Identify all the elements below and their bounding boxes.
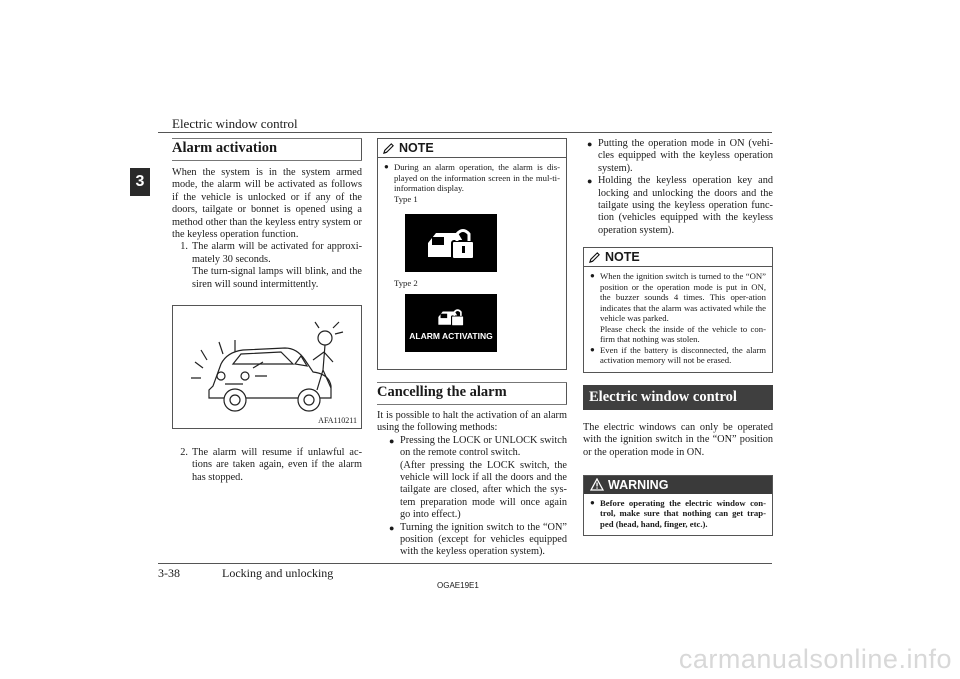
chapter-tab: 3 — [130, 168, 150, 196]
cancel-method-2: ● Turning the ignition switch to the “ON” position (except for vehicles equipped with the keyless operation system). — [389, 521, 567, 558]
alarm-illustration — [172, 305, 362, 429]
step-2 — [172, 447, 362, 484]
figure-label: AFA110211 — [318, 416, 357, 426]
car-padlock-small-icon — [436, 306, 466, 328]
step-subtext: The turn-signal lamps will blink, and the siren will sound intermittently. — [192, 266, 362, 290]
note-bullet: ● During an alarm operation, the alarm is dis-played on the information screen in the mul-ti-information display. Type 1 — [384, 162, 560, 204]
cancel-method-1: ● Pressing the LOCK or UNLOCK switch on the remote control switch. (After pressing the LOCK switch, the vehicle will lock if all the doors and the tailgate are closed, after which the sys-tem preparation mode will once again go into effect.) — [389, 434, 567, 521]
step-number: 1. — [180, 241, 188, 253]
type-2-label: Type 2 — [394, 278, 418, 288]
note-heading: NOTE — [378, 139, 566, 158]
bullet-icon: ● — [590, 344, 595, 354]
page-number: 3-38 — [158, 566, 180, 580]
section-title-alarm-activation: Alarm activation — [172, 138, 362, 161]
section-title-electric-window: Electric window control — [583, 385, 773, 410]
bullet-icon: ● — [389, 435, 395, 446]
note-box-display — [377, 138, 567, 370]
running-header: Electric window control — [172, 116, 298, 131]
type-2-display — [405, 294, 497, 352]
bullet-icon: ● — [590, 271, 595, 281]
bullet-icon: ● — [384, 162, 389, 171]
bullet-icon: ● — [590, 497, 595, 507]
note-bullet: ● Even if the battery is disconnected, the alarm activation memory will not be erased. — [590, 344, 766, 366]
header-rule — [158, 132, 772, 133]
bullet-icon: ● — [587, 139, 593, 149]
bullet-icon: ● — [587, 176, 593, 187]
step-text: The alarm will be activated for approxi-mately 30 seconds. — [192, 241, 362, 265]
bullet-icon: ● — [389, 522, 395, 533]
cancel-method-4: ● Holding the keyless operation key and locking and unlocking the doors and the tailgate using the keyless operation func-tion (vehicles equipped with the keyless operation system). — [587, 175, 773, 236]
step-number: 2. — [180, 447, 188, 459]
cancel-method-3: ● Putting the operation mode in ON (vehi-cles equipped with the keyless operation system). — [587, 138, 773, 174]
note-pencil-icon — [588, 251, 601, 264]
electric-window-intro: The electric windows can only be operated with the ignition switch in the “ON” position or the operation mode in ON. — [583, 421, 773, 458]
alarm-activation-intro: When the system is in the system armed mode, the alarm will be activated as follows if the vehicle is unlocked or if any of the doors, tailgate or bonnet is opened using a method other than the keyless entry system or the keyless operation function. — [172, 167, 362, 241]
step-1 — [172, 241, 362, 291]
document-code: OGAE19E1 — [437, 581, 479, 590]
type-1-display — [405, 214, 497, 272]
type-1-label: Type 1 — [394, 193, 418, 204]
watermark: carmanualsonline.info — [678, 644, 952, 674]
footer-section: Locking and unlocking — [222, 566, 334, 580]
note-pencil-icon — [382, 142, 395, 155]
car-padlock-icon — [424, 223, 478, 263]
warning-bullet: ● Before operating the electric window con-trol, make sure that nothing can get trap-ped (head, hand, finger, etc.). — [590, 497, 766, 529]
cancelling-intro: It is possible to halt the activation of an alarm using the following methods: — [377, 410, 567, 434]
step-text: The alarm will resume if unlawful ac-tions are taken again, even if the alarm has stopped. — [192, 447, 362, 483]
section-title-cancelling: Cancelling the alarm — [377, 382, 567, 405]
note-box-alarm-memory — [583, 247, 773, 373]
column-1 — [172, 138, 362, 484]
column-2 — [377, 138, 567, 559]
car-alarm-illustration-icon — [173, 306, 361, 428]
note-bullet: ● When the ignition switch is turned to the “ON” position or the operation mode is put in ON, the buzzer sounds 4 times. This oper-ation indicates that the alarm was activated while the vehicle was parked. Please check the inside of the vehicle to con-firm that nothing was stolen. — [590, 271, 766, 345]
warning-triangle-icon — [590, 478, 604, 491]
note-heading: NOTE — [584, 248, 772, 267]
warning-box — [583, 475, 773, 537]
footer-rule — [158, 563, 772, 564]
column-3 — [583, 138, 773, 536]
warning-heading: WARNING — [584, 476, 772, 494]
alarm-activating-text: ALARM ACTIVATING — [409, 330, 493, 341]
